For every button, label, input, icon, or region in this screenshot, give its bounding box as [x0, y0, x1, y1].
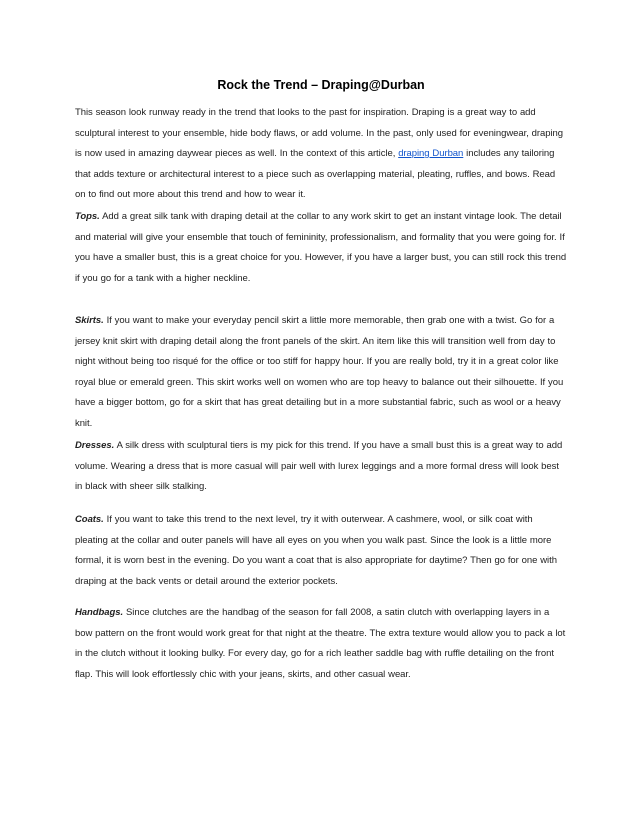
section-text-coats: If you want to take this trend to the next level, try it with outerwear. A cashmere, wool, or silk coat with pleating at the collar and outer panels will have all eyes on you when you walk past. Since the look is a little more formal, it is worn best in the evening. Do you want a coat that is also appropriate for daytime? Then go for one with draping at the back vents or detail around the exterior pockets. [75, 514, 557, 587]
section-heading-coats: Coats. [75, 514, 104, 525]
intro-paragraph [75, 103, 567, 206]
section-text-dresses: A silk dress with sculptural tiers is my pick for this trend. If you have a small bust this is a great way to add volume. Wearing a dress that is more casual will pair well with lurex leggings and a more formal dress will look best in black with sheer silk stalking. [75, 440, 563, 492]
section-coats [75, 510, 567, 592]
intro-text-end: includes any tailoring that adds texture or architectural interest to a piece such as overlapping material, pleating, ruffles, and bows. Read on to find out more about this trend and how to wear it. [75, 148, 556, 200]
draping-durban-link[interactable]: draping Durban [398, 148, 464, 159]
section-dresses [75, 436, 567, 498]
section-tops [75, 207, 567, 289]
section-skirts [75, 311, 567, 434]
section-heading-handbags: Handbags. [75, 607, 124, 618]
section-heading-tops: Tops. [75, 211, 100, 222]
section-text-skirts: If you want to make your everyday pencil skirt a little more memorable, then grab one with a twist. Go for a jersey knit skirt with draping detail along the front panels of the skirt. An item like this will transition well from day to night without being too risqué for the office or too stiff for happy hour. If you are really bold, try it in a great color like royal blue or emerald green. This skirt works well on women who are top heavy to balance out their silhouette. If you have a bigger bottom, go for a skirt that has great detailing but in a more substantial fabric, such as wool or a heavy knit. [75, 315, 564, 429]
section-heading-dresses: Dresses. [75, 440, 115, 451]
section-heading-skirts: Skirts. [75, 315, 104, 326]
section-text-handbags: Since clutches are the handbag of the season for fall 2008, a satin clutch with overlapping layers in a bow pattern on the front would work great for that night at the theatre. The extra texture would allow you to pack a lot in the clutch without it looking bulky. For every day, go for a rich leather saddle bag with ruffle detailing on the front flap. This will look effortlessly chic with your jeans, skirts, and other casual wear. [75, 607, 566, 680]
intro-text-start: This season look runway ready in the trend that looks to the past for inspiration. Draping is a great way to add sculptural interest to your ensemble, hide body flaws, or add volume. In the past, only used for eveningwear, draping is now used in amazing daywear pieces as well. In the context of this article, [75, 107, 564, 159]
section-handbags [75, 603, 567, 685]
document-title: Rock the Trend – Draping@Durban [217, 78, 425, 92]
section-text-tops: Add a great silk tank with draping detail at the collar to any work skirt to get an instant vintage look. The detail and material will give your ensemble that touch of femininity, professionalism, and formality that you were going for. If you have a smaller bust, this is a great choice for you. However, if you have a larger bust, you can still rock this trend if you go for a tank with a higher neckline. [75, 211, 567, 284]
